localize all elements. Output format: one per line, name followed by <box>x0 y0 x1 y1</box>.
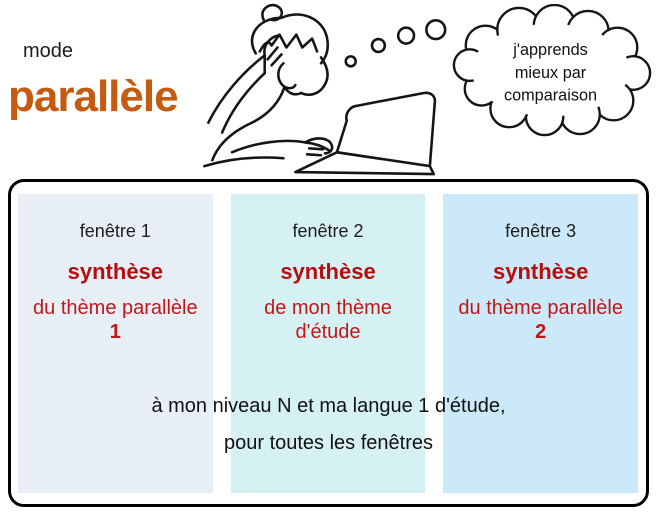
window-3-heading: synthèse <box>492 259 589 284</box>
window-3-desc-line1: du thème parallèle <box>458 297 623 319</box>
window-1-description <box>18 296 213 344</box>
thought-bubble <box>448 4 655 142</box>
window-2-heading: synthèse <box>280 259 376 284</box>
thought-dot-4 <box>426 20 445 39</box>
window-1-desc-line1: du thème parallèle <box>33 297 198 319</box>
window-3-description <box>443 296 638 344</box>
window-2-desc-line1: de mon thème <box>264 297 392 319</box>
window-3-label: fenêtre 3 <box>505 221 577 241</box>
mode-parallele-board <box>8 179 649 507</box>
window-2-label: fenêtre 2 <box>292 221 364 241</box>
mode-label: mode <box>23 40 74 62</box>
person-thinking-at-laptop-illustration <box>202 2 450 180</box>
thought-bubble-line-1: j'apprends <box>513 41 588 60</box>
footer-line-2: pour toutes les fenêtres <box>223 432 433 454</box>
window-3-desc-line2: 2 <box>535 321 547 343</box>
thought-bubble-line-3: comparaison <box>503 86 598 105</box>
window-1-desc-line2: 1 <box>109 321 121 343</box>
thought-dot-1 <box>346 56 356 66</box>
footer-line-1: à mon niveau N et ma langue 1 d'étude, <box>151 395 506 417</box>
raised-arm-outer <box>208 55 264 122</box>
thought-dot-3 <box>398 28 414 44</box>
page-title: parallèle <box>8 72 178 121</box>
window-1-heading: synthèse <box>67 259 164 284</box>
thought-bubble-line-2: mieux par <box>514 63 587 82</box>
forearm <box>232 141 329 152</box>
ear-curl <box>278 63 295 88</box>
board-footer <box>11 388 646 462</box>
desk-edge <box>204 158 283 167</box>
window-1-label: fenêtre 1 <box>79 221 151 241</box>
window-2-description <box>231 296 426 344</box>
raised-arm-inner <box>222 73 265 132</box>
face-profile <box>301 57 327 94</box>
hand-on-laptop <box>305 138 332 155</box>
window-2-desc-line2: d'étude <box>295 321 361 343</box>
thought-dot-2 <box>372 39 385 52</box>
